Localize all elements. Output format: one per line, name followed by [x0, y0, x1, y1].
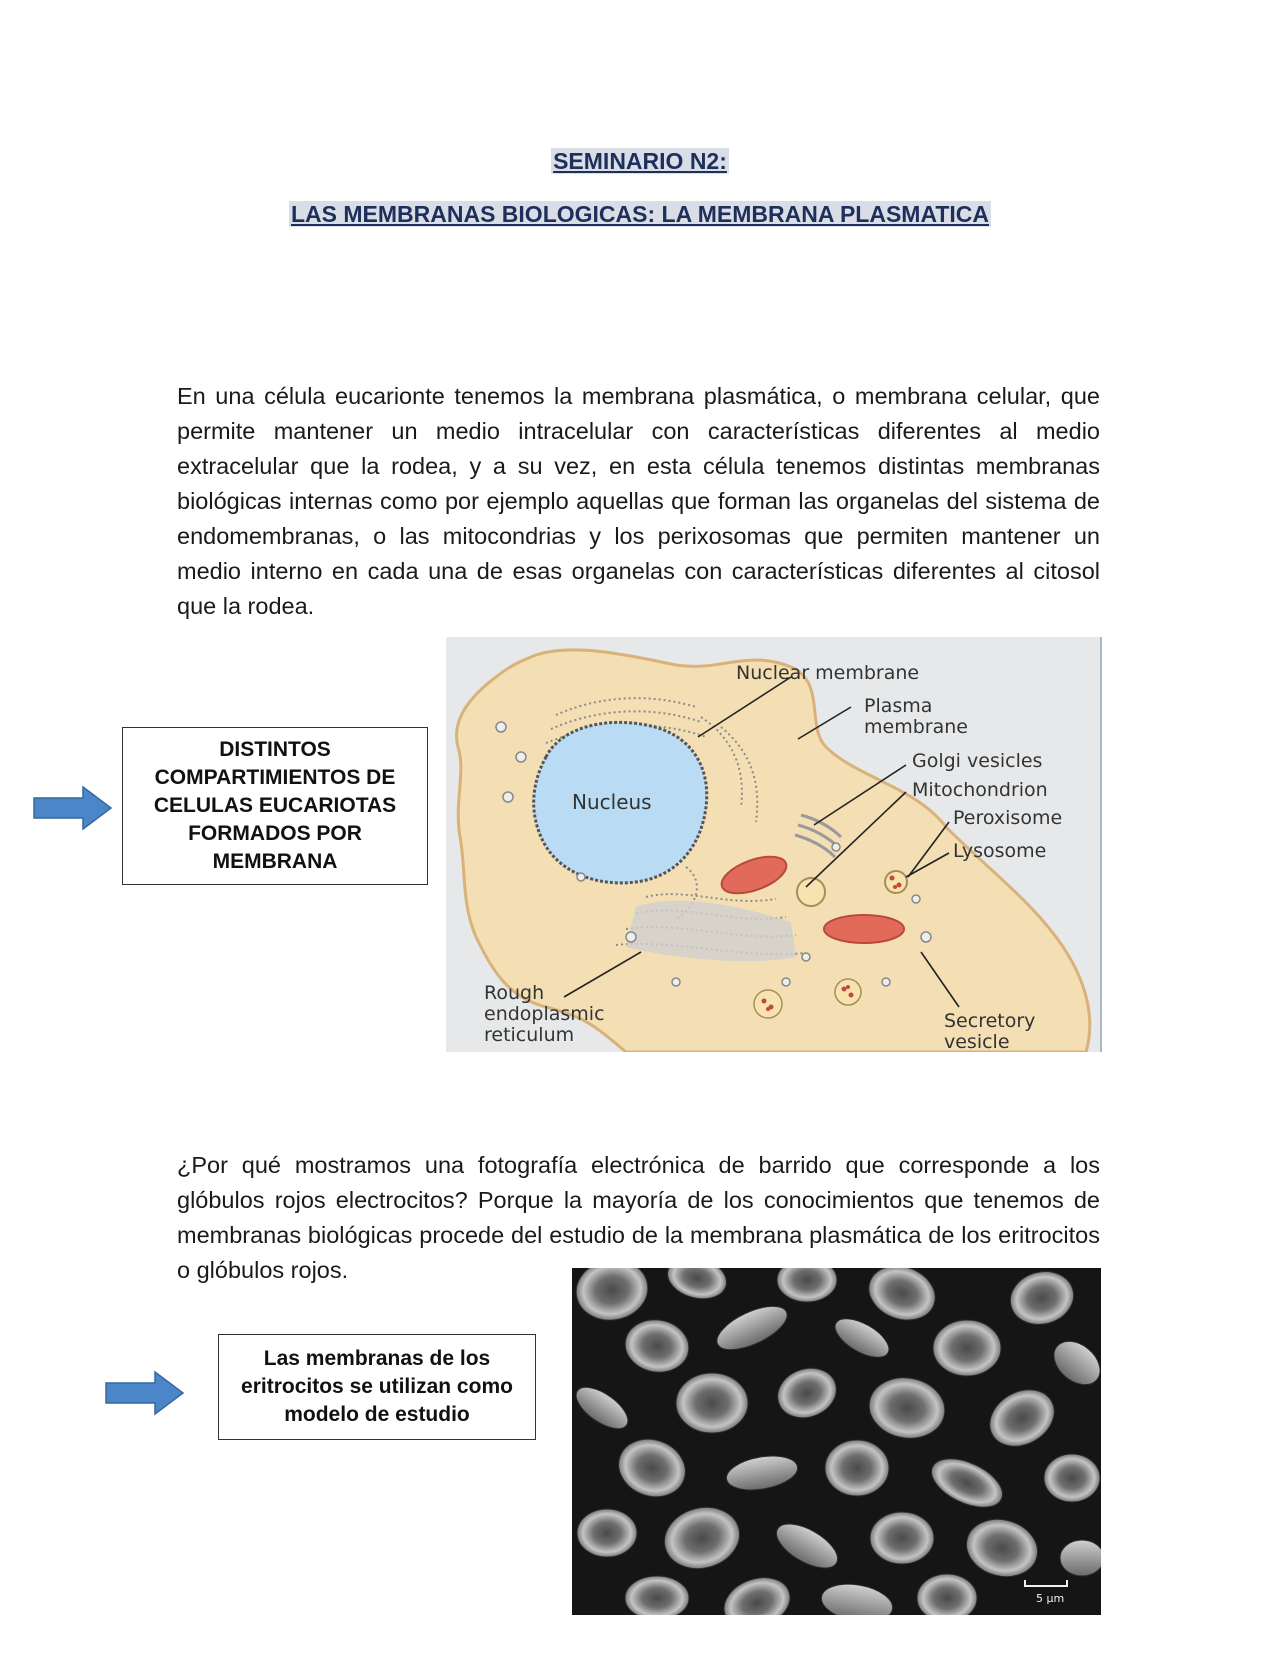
nuclear-membrane-label: Nuclear membrane: [736, 662, 920, 684]
secretory-label: Secretory: [944, 1010, 1036, 1032]
page-subtitle-text: LAS MEMBRANAS BIOLOGICAS: LA MEMBRANA PLASMATICA: [290, 201, 990, 227]
red-blood-cell: [825, 1440, 889, 1496]
page-subtitle: [0, 201, 1280, 228]
eukaryotic-cell-diagram: [446, 637, 1102, 1052]
membrane-label: membrane: [864, 716, 968, 738]
plasma-label: Plasma: [864, 695, 933, 717]
lysosome-label: Lysosome: [953, 840, 1047, 862]
compartments-callout-text: DISTINTOS COMPARTIMIENTOS DE CELULAS EUCARIOTAS FORMADOS POR MEMBRANA: [153, 738, 397, 873]
red-blood-cell: [1044, 1454, 1100, 1502]
red-blood-cell: [870, 1512, 934, 1564]
nucleus-label: Nucleus: [572, 790, 652, 814]
scale-bar-label: 5 µm: [1036, 1592, 1065, 1605]
page-title-text: SEMINARIO N2:: [553, 148, 727, 174]
endoplasmic-label: endoplasmic: [484, 1003, 605, 1025]
red-blood-cell: [933, 1320, 1001, 1376]
red-blood-cell: [676, 1373, 748, 1433]
red-blood-cell: [1060, 1540, 1101, 1576]
red-blood-cells-micrograph: [572, 1268, 1101, 1615]
mitochondrion-label: Mitochondrion: [912, 779, 1048, 801]
vesicle-label: vesicle: [944, 1031, 1010, 1052]
peroxisome-label: Peroxisome: [953, 807, 1063, 829]
intro-paragraph: En una célula eucarionte tenemos la membrana plasmática, o membrana celular, que permite mantener un medio intracelular con características diferentes al medio extracelular que la rodea, y a su vez, en esta célula tenemos distintas membranas biológicas internas como por ejemplo aquellas que forman las organelas del sistema de endomembranas, o las mitocondrias y los perixosomas que permiten mantener un medio interno en cada una de esas organelas con características diferentes al citosol que la rodea.: [177, 382, 1100, 619]
rough-label: Rough: [484, 982, 545, 1004]
erythrocyte-model-callout-text: Las membranas de los eritrocitos se utilizan como modelo de estudio: [241, 1347, 513, 1426]
question-paragraph: ¿Por qué mostramos una fotografía electrónica de barrido que corresponde a los glóbulos rojos electrocitos? Porque la mayoría de los conocimientos que tenemos de membranas biológicas procede del estudio de la membrana plasmática de los eritrocitos o glóbulos rojos.: [177, 1151, 1100, 1283]
red-blood-cell: [625, 1576, 689, 1615]
reticulum-label: reticulum: [484, 1024, 575, 1046]
page-title: [0, 148, 1280, 175]
right-arrow-icon: [33, 785, 113, 831]
golgi-vesicles-label: Golgi vesicles: [912, 750, 1043, 772]
red-blood-cell: [577, 1509, 637, 1557]
erythrocyte-model-callout: [218, 1334, 536, 1440]
compartments-callout: [122, 727, 428, 885]
right-arrow-icon: [105, 1370, 185, 1416]
